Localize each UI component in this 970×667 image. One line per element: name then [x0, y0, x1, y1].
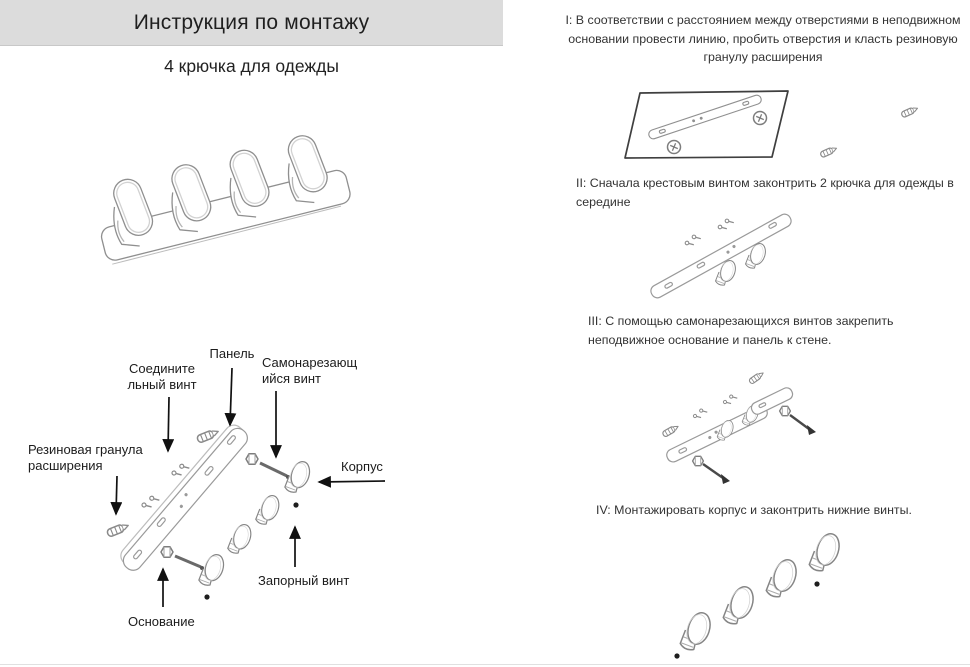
step-2-diagram [628, 212, 884, 312]
rubber-plug [106, 522, 129, 537]
locking-screw [814, 581, 819, 586]
screw-head [721, 474, 730, 484]
page-title: Инструкция по монтажу [0, 0, 503, 46]
callout-arrows [116, 368, 385, 607]
hook-body [256, 493, 282, 524]
hex-nut [246, 454, 258, 464]
hex-nut [161, 547, 173, 557]
connecting-screw-arrow [168, 397, 169, 451]
body-arrow [319, 481, 385, 482]
connecting-screws [722, 394, 738, 405]
panel-label: Панель [209, 346, 255, 361]
locking-screw [204, 594, 209, 599]
cross-screw [754, 112, 767, 125]
step-3-text: III: С помощью самонарезающихся винтов закрепить неподвижное основание и панель к стене. [588, 314, 894, 347]
screw-head [807, 425, 816, 435]
exploded-diagram [0, 330, 520, 667]
wall-board [625, 91, 788, 158]
rubber-plug [820, 145, 838, 157]
hex-nut [780, 406, 791, 415]
hex-nut [693, 456, 704, 465]
rubber-plug-arrow [116, 476, 117, 514]
panel-arrow [230, 368, 232, 425]
hook-body [228, 522, 254, 553]
step-1-text: I: В соответствии с расстоянием между отверстиями в неподвижном основании провести линию, пробить отверстия и класть резиновую гранулу расширения [565, 13, 961, 65]
cross-screw [668, 141, 681, 154]
rubber-plug [748, 371, 764, 385]
product-subtitle: 4 крючка для одежды [164, 56, 339, 76]
self-tapping-screw-label: Самонарезающийся винт [262, 355, 358, 386]
hook-body [680, 610, 714, 650]
locking-screw [674, 653, 679, 658]
base-label: Основание [128, 614, 195, 629]
locking-screw-label: Запорный винт [258, 573, 350, 588]
step-4-text: IV: Монтажировать корпус и законтрить нижние винты. [596, 503, 912, 517]
hook-body [766, 557, 800, 597]
rubber-plug-label: Резиновая гранула расширения [28, 442, 143, 473]
self-tapping-screw [175, 556, 201, 567]
page-bottom-edge [0, 664, 970, 665]
connecting-screws [717, 218, 735, 231]
step-4-diagram [638, 526, 900, 666]
rubber-plug [901, 105, 919, 117]
connecting-screws [141, 495, 161, 509]
step-1-diagram [612, 86, 968, 178]
step-2-text: II: Сначала крестовым винтом законтрить 2 крючка для одежды в середине [576, 176, 954, 209]
hook-body [809, 531, 843, 571]
locking-screw [293, 502, 298, 507]
self-tapping-screw [703, 464, 723, 478]
step-3-diagram [638, 363, 890, 491]
connecting-screws [684, 234, 702, 247]
connecting-screw-label: Соединительный винт [127, 361, 197, 392]
self-tapping-screw [260, 463, 287, 476]
self-tapping-screw [790, 415, 809, 429]
assembled-product-drawing [82, 128, 372, 283]
connecting-screws [692, 408, 708, 419]
hook-body [723, 584, 757, 624]
rubber-plug [662, 424, 680, 438]
body-label: Корпус [341, 459, 383, 474]
